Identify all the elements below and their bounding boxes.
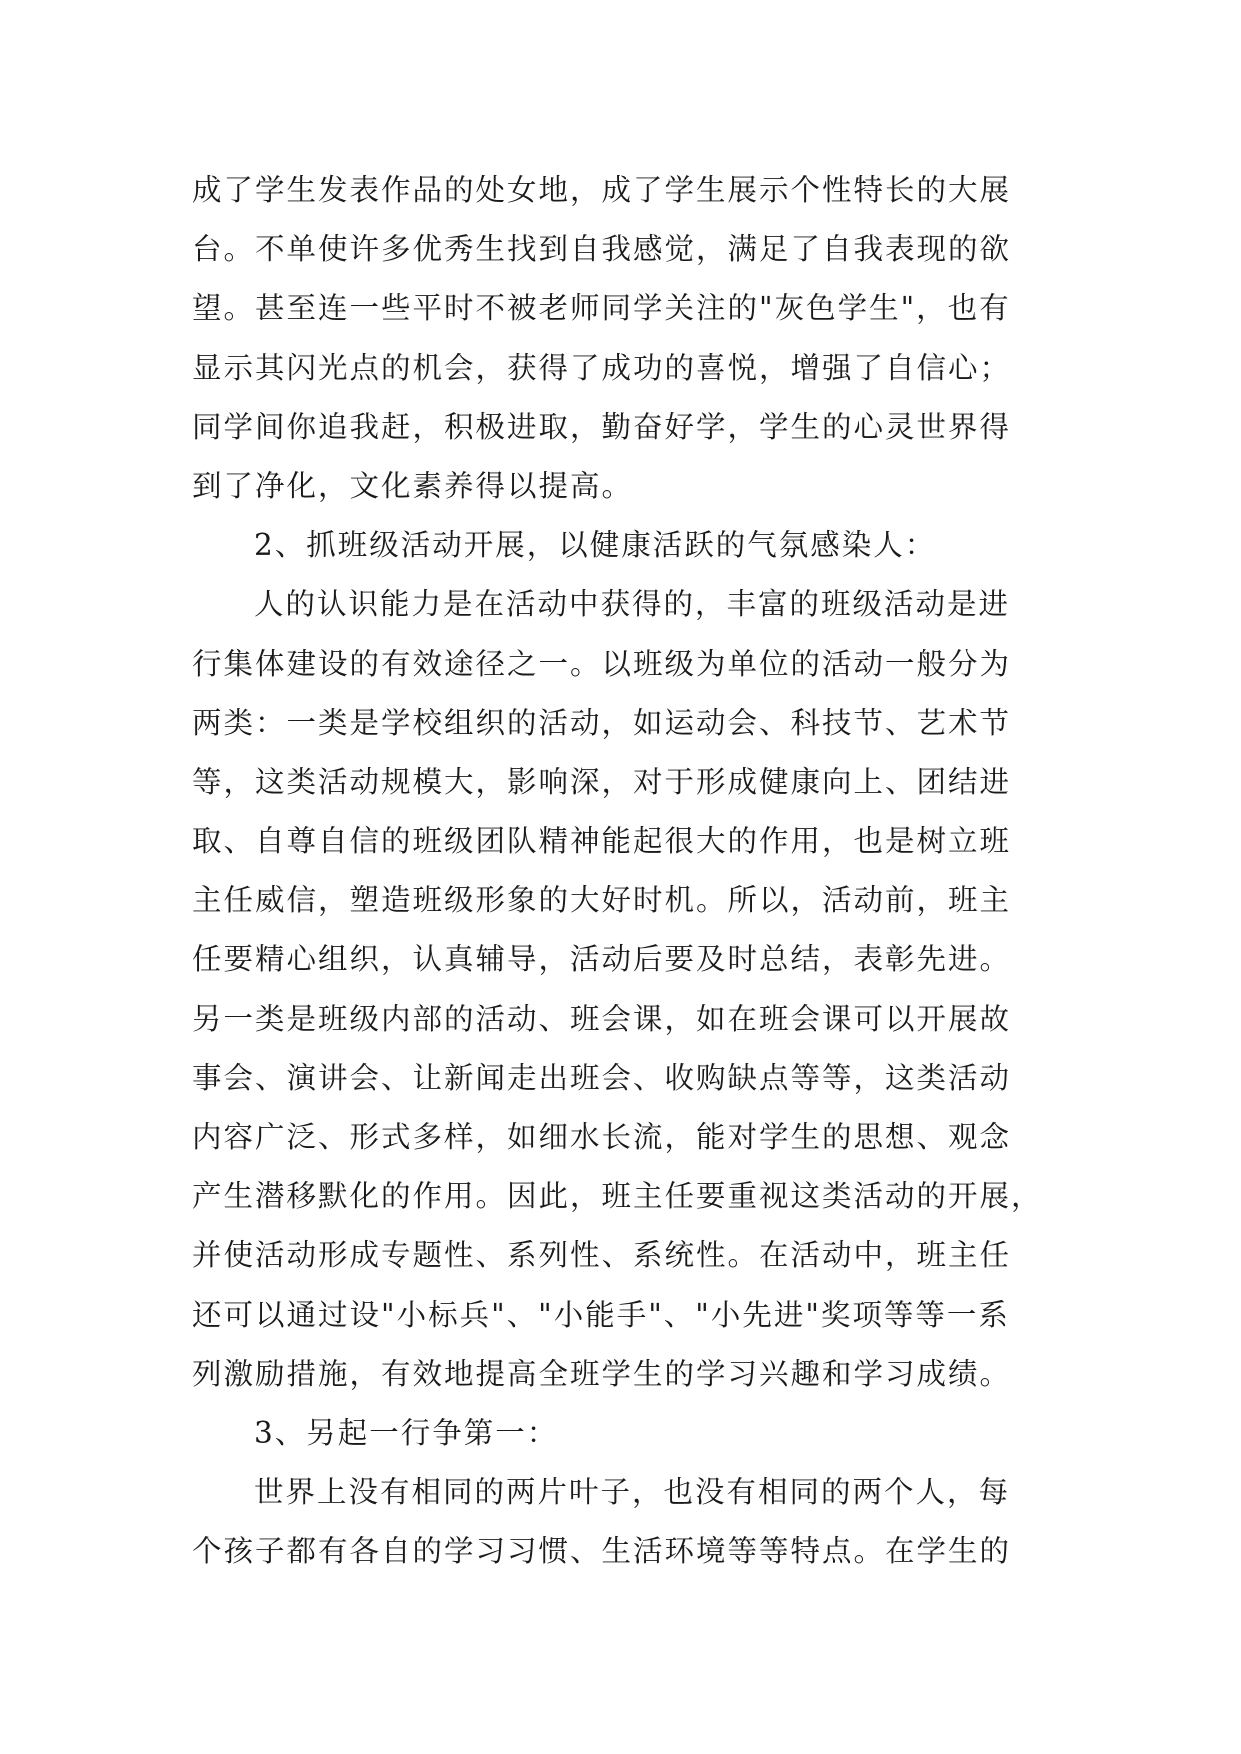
text-line: 显示其闪光点的机会，获得了成功的喜悦，增强了自信心； — [192, 350, 1012, 385]
text-line: 望。甚至连一些平时不被老师同学关注的"灰色学生"，也有 — [192, 291, 1011, 326]
text-line: 个孩子都有各自的学习习惯、生活环境等等特点。在学生的 — [192, 1534, 1012, 1569]
text-line: 取、自尊自信的班级团队精神能起很大的作用，也是树立班 — [192, 824, 1012, 859]
text-line: 成了学生发表作品的处女地，成了学生展示个性特长的大展 — [192, 173, 1012, 207]
text-line: 内容广泛、形式多样，如细水长流，能对学生的思想、观念 — [192, 1120, 1012, 1154]
section-heading: 2、抓班级活动开展，以健康活跃的气氛感染人： — [254, 528, 937, 563]
text-line: 并使活动形成专题性、系列性、系统性。在活动中，班主任 — [192, 1238, 1012, 1273]
text-line: 另一类是班级内部的活动、班会课，如在班会课可以开展故 — [192, 1001, 1012, 1036]
text-line: 台。不单使许多优秀生找到自我感觉，满足了自我表现的欲 — [192, 232, 1012, 267]
text-line: 还可以通过设"小标兵"、"小能手"、"小先进"奖项等等一系 — [192, 1297, 1010, 1332]
text-line: 产生潜移默化的作用。因此，班主任要重视这类活动的开展， — [192, 1179, 1043, 1214]
text-line: 等，这类活动规模大，影响深，对于形成健康向上、团结进 — [192, 764, 1012, 799]
text-line: 事会、演讲会、让新闻走出班会、收购缺点等等，这类活动 — [192, 1060, 1012, 1095]
text-line: 同学间你追我赶，积极进取，勤奋好学，学生的心灵世界得 — [192, 409, 1012, 444]
text-line: 人的认识能力是在活动中获得的，丰富的班级活动是进 — [254, 587, 1011, 622]
text-line: 主任威信，塑造班级形象的大好时机。所以，活动前，班主 — [192, 883, 1012, 918]
text-line: 行集体建设的有效途径之一。以班级为单位的活动一般分为 — [192, 646, 1012, 681]
text-line: 列激励措施，有效地提高全班学生的学习兴趣和学习成绩。 — [192, 1356, 1012, 1391]
text-line: 任要精心组织，认真辅导，活动后要及时总结，表彰先进。 — [192, 942, 1012, 977]
text-line: 世界上没有相同的两片叶子，也没有相同的两个人，每 — [254, 1475, 1011, 1510]
section-heading: 3、另起一行争第一： — [254, 1415, 559, 1450]
text-line: 到了净化，文化素养得以提高。 — [192, 468, 634, 503]
text-line: 两类：一类是学校组织的活动，如运动会、科技节、艺术节 — [192, 705, 1012, 740]
body-text — [192, 161, 1052, 1582]
